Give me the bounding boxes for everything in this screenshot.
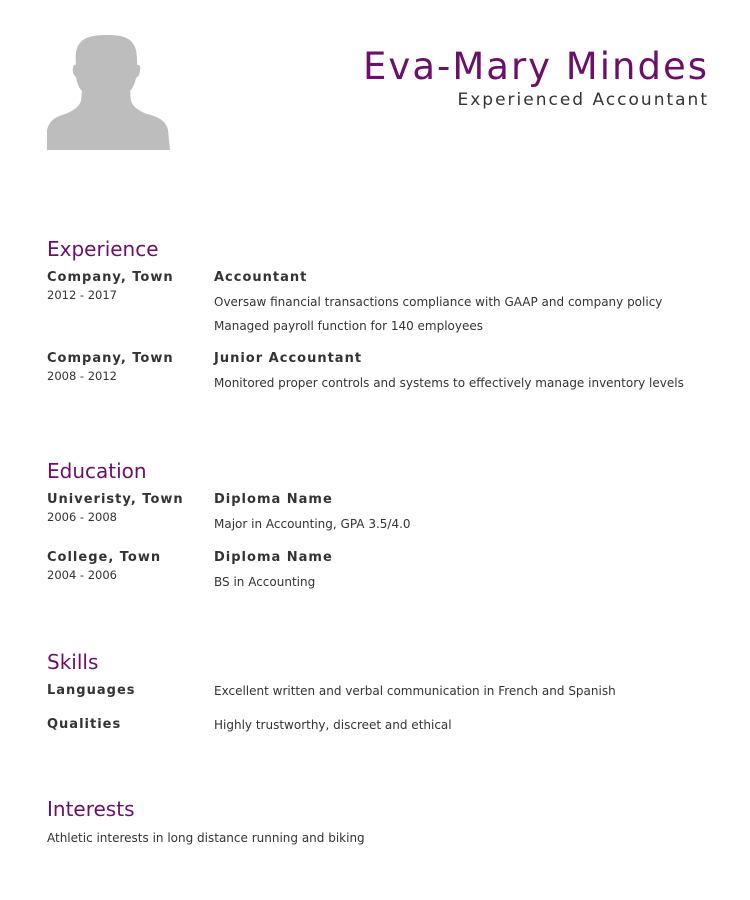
person-silhouette-icon [47,35,170,150]
skill-label: Qualities [47,717,122,732]
skill-text: Excellent written and verbal communication in French and Spanish [214,684,616,698]
interests-title: Interests [47,797,135,821]
employer-name: Company, Town [47,351,174,366]
education-detail: BS in Accounting [214,575,316,589]
education-section [47,459,727,589]
experience-section [47,237,727,390]
employment-dates: 2008 - 2012 [47,369,117,383]
diploma-name: Diploma Name [214,550,333,565]
education-detail: Major in Accounting, GPA 3.5/4.0 [214,517,411,531]
job-title: Junior Accountant [214,351,363,366]
study-dates: 2006 - 2008 [47,510,117,524]
school-name: College, Town [47,550,162,565]
study-dates: 2004 - 2006 [47,568,117,582]
skills-section [47,650,727,732]
skills-title: Skills [47,650,99,674]
resume-name: Eva-Mary Mindes [363,45,709,88]
job-description: Oversaw financial transactions compliance with GAAP and company policy [214,295,663,309]
employment-dates: 2012 - 2017 [47,288,117,302]
experience-title: Experience [47,237,159,261]
skill-label: Languages [47,683,136,698]
job-description: Monitored proper controls and systems to effectively manage inventory levels [214,376,684,390]
job-description: Managed payroll function for 140 employees [214,319,484,333]
job-title: Accountant [214,270,308,285]
diploma-name: Diploma Name [214,492,333,507]
skill-text: Highly trustworthy, discreet and ethical [214,718,452,732]
interests-section [47,797,727,846]
resume-headline: Experienced Accountant [457,90,709,110]
school-name: Univeristy, Town [47,492,184,507]
education-title: Education [47,459,147,483]
employer-name: Company, Town [47,270,174,285]
interests-text: Athletic interests in long distance running and biking [47,831,365,845]
